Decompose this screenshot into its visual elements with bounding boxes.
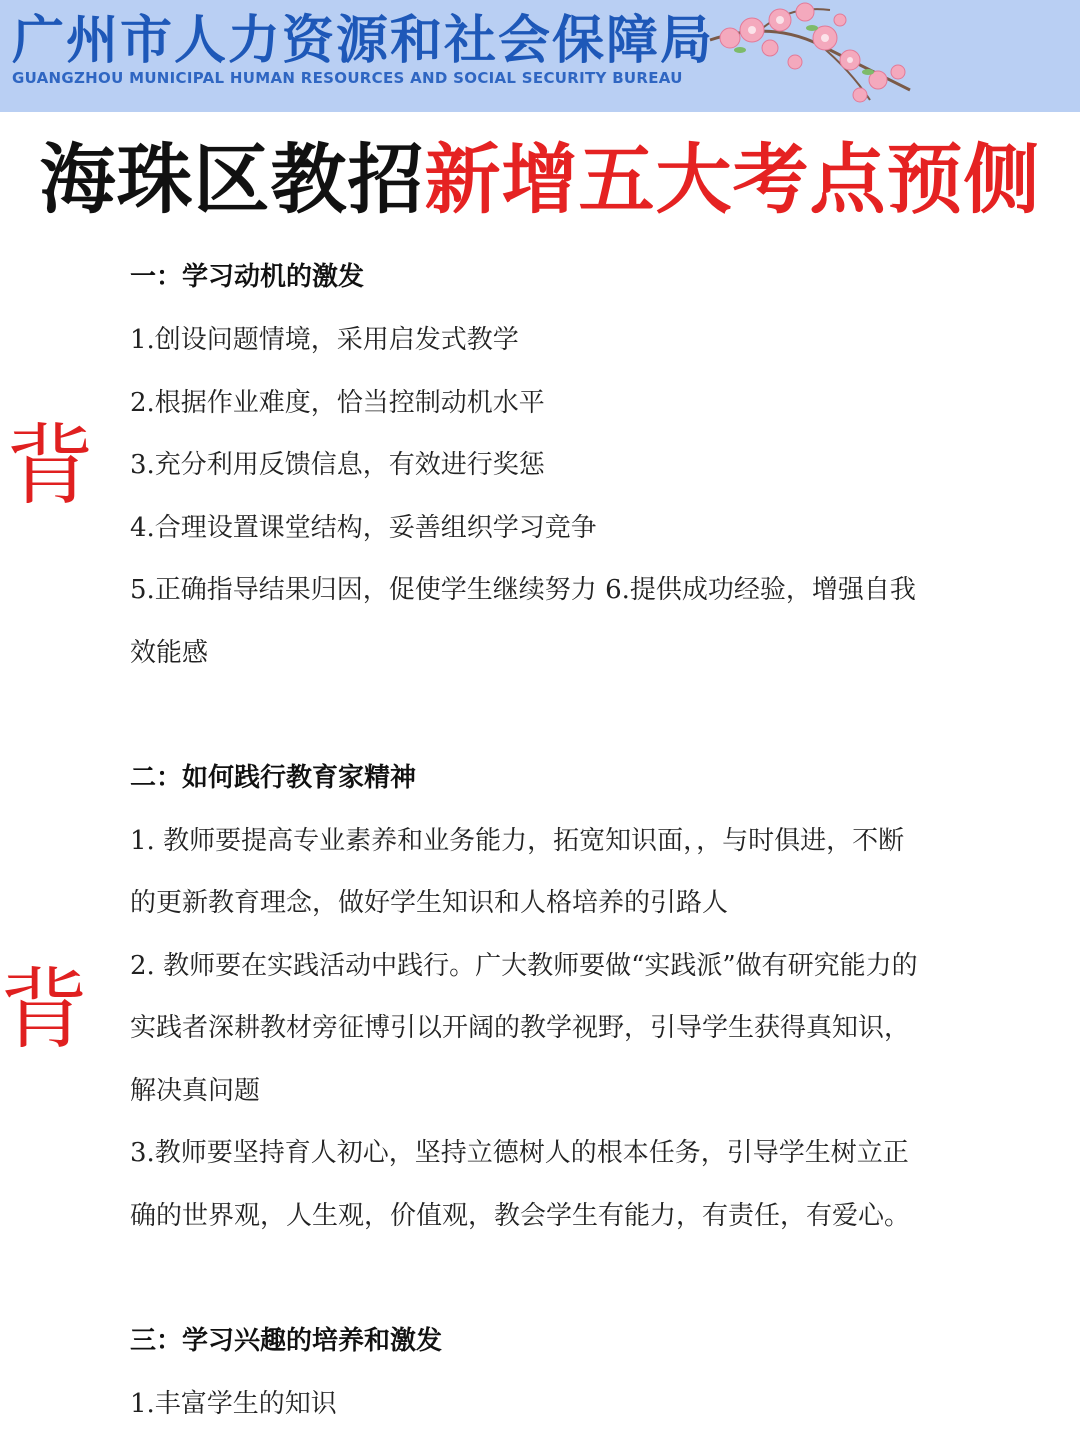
bureau-name-cn: 广州市人力资源和社会保障局 [12,11,715,71]
section-1-line: 2.根据作业难度，恰当控制动机水平 [130,388,545,418]
title-part-black: 海珠区教招 [39,135,425,224]
section-1-line: 3.充分利用反馈信息，有效进行奖惩 [130,450,545,480]
section-2-line: 解决真问题 [130,1076,261,1106]
section-1-line: 4.合理设置课堂结构，妥善组织学习竞争 [130,513,597,543]
section-1-heading: 一：学习动机的激发 [130,262,365,292]
side-mark-1: 背 [6,414,95,517]
section-2-line: 确的世界观，人生观，价值观，教会学生有能力，有责任，有爱心。 [130,1201,911,1231]
side-mark-2: 背 [0,958,89,1061]
section-1-line: 效能感 [130,638,209,668]
section-3-line: 1.丰富学生的知识 [130,1389,337,1419]
cherry-blossom-decoration [700,0,920,112]
section-2-line: 1. 教师要提高专业素养和业务能力，拓宽知识面，，与时俱进，不断 [130,826,905,856]
section-1-line: 1.创设问题情境，采用启发式教学 [130,325,519,355]
section-2-line: 3.教师要坚持育人初心，坚持立德树人的根本任务，引导学生树立正 [130,1138,909,1168]
section-2-line: 2. 教师要在实践活动中践行。广大教师要做“实践派”做有研究能力的 [130,951,918,981]
title-part-red: 新增五大考点预侧 [424,135,1041,224]
section-2-line: 实践者深耕教材旁征博引以开阔的教学视野，引导学生获得真知识， [130,1013,911,1043]
bureau-name-en: GUANGZHOU MUNICIPAL HUMAN RESOURCES AND SOCIAL SECURITY BUREAU [12,69,683,87]
section-2-heading: 二：如何践行教育家精神 [130,763,417,793]
page-title [0,132,1080,228]
header-banner [0,0,1080,112]
section-2-line: 的更新教育理念，做好学生知识和人格培养的引路人 [130,888,729,918]
section-3-heading: 三：学习兴趣的培养和激发 [130,1326,443,1356]
section-1-line: 5.正确指导结果归因，促使学生继续努力 6.提供成功经验，增强自我 [130,575,916,605]
